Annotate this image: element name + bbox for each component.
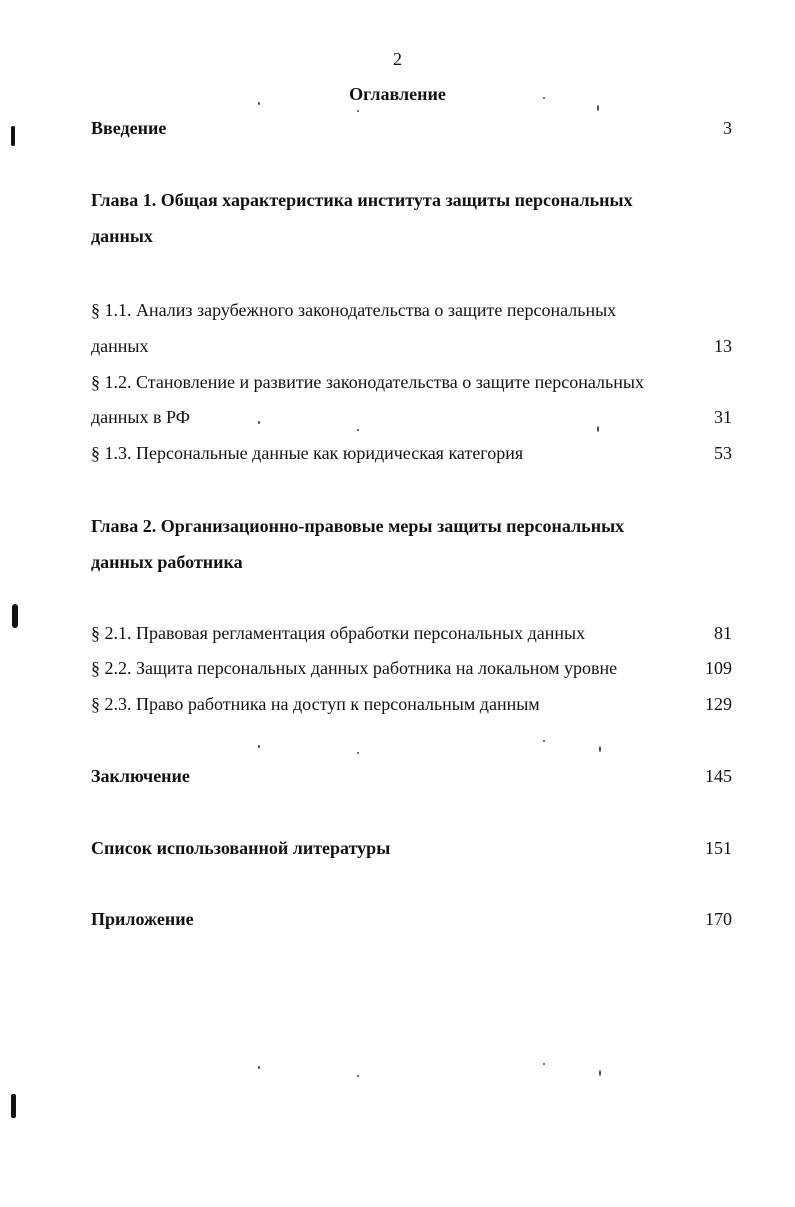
toc-chapter2-title-line2: данных работника (91, 552, 243, 572)
toc-section-1-1-line1: § 1.1. Анализ зарубежного законодательства о защите персональных (91, 300, 617, 320)
scan-binding-mark (12, 604, 18, 628)
toc-section-1-2-line2: данных в РФ (91, 407, 190, 427)
toc-conclusion-page: 145 (705, 766, 732, 786)
page-number: 2 (393, 49, 402, 69)
toc-section-1-2-line1: § 1.2. Становление и развитие законодательства о защите персональных (91, 372, 644, 392)
toc-section-2-1-page: 81 (714, 623, 732, 643)
scan-speck (357, 110, 359, 112)
toc-bibliography-page: 151 (705, 838, 732, 858)
scan-speck (599, 746, 601, 752)
toc-bibliography-label: Список использованной литературы (91, 838, 391, 858)
toc-section-2-3-page: 129 (705, 694, 732, 714)
scan-speck (543, 740, 545, 742)
toc-appendix-label: Приложение (91, 909, 194, 929)
scan-speck (597, 426, 599, 432)
toc-section-1-1-line2: данных (91, 336, 149, 356)
scan-speck (258, 102, 260, 105)
scan-speck (543, 97, 545, 99)
toc-intro-page: 3 (723, 118, 732, 138)
toc-chapter2-title-line1: Глава 2. Организационно-правовые меры защиты персональных (91, 516, 625, 536)
scan-speck (543, 1063, 545, 1065)
scan-speck (357, 752, 359, 754)
toc-section-2-3-line1: § 2.3. Право работника на доступ к персональным данным (91, 694, 540, 714)
scan-speck (258, 421, 260, 424)
toc-chapter1-title-line1: Глава 1. Общая характеристика института защиты персональных (91, 190, 633, 210)
toc-conclusion-label: Заключение (91, 766, 190, 786)
scan-speck (258, 1066, 260, 1069)
toc-chapter1-title-line2: данных (91, 226, 153, 246)
toc-section-1-3-line1: § 1.3. Персональные данные как юридическая категория (91, 443, 524, 463)
scan-speck (357, 429, 359, 431)
page-title: Оглавление (349, 84, 446, 104)
scan-speck (599, 1070, 601, 1076)
toc-section-2-2-page: 109 (705, 658, 732, 678)
toc-section-1-2-page: 31 (714, 407, 732, 427)
scan-binding-mark (11, 1094, 16, 1118)
toc-section-2-1-line1: § 2.1. Правовая регламентация обработки персональных данных (91, 623, 586, 643)
toc-section-2-2-line1: § 2.2. Защита персональных данных работника на локальном уровне (91, 658, 618, 678)
scan-speck (597, 105, 599, 111)
scan-binding-mark (11, 126, 15, 146)
toc-intro-label: Введение (91, 118, 167, 138)
scan-speck (357, 1075, 359, 1077)
toc-section-1-3-page: 53 (714, 443, 732, 463)
scan-speck (258, 745, 260, 748)
toc-section-1-1-page: 13 (714, 336, 732, 356)
toc-appendix-page: 170 (705, 909, 732, 929)
